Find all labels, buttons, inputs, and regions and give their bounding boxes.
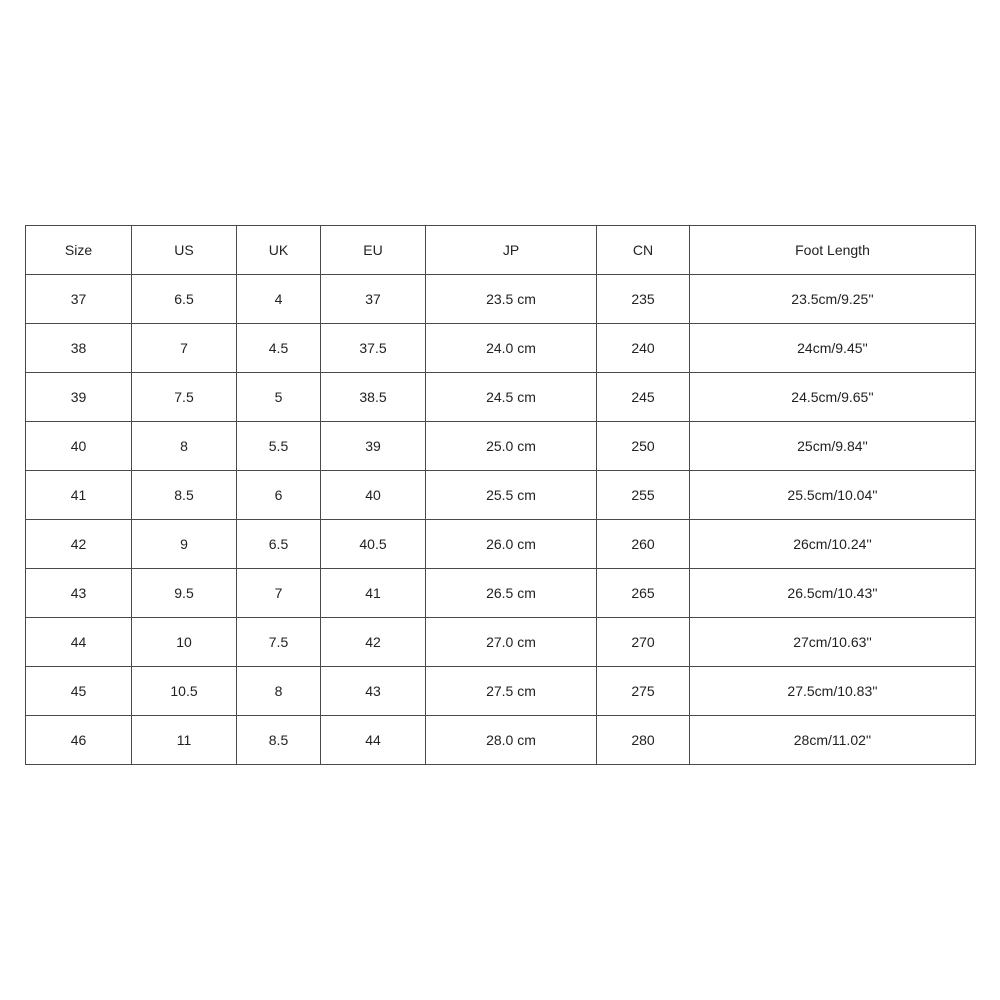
cell-jp: 25.5 cm bbox=[426, 471, 597, 520]
table-row bbox=[26, 569, 976, 618]
cell-eu: 40.5 bbox=[321, 520, 426, 569]
cell-us: 9.5 bbox=[132, 569, 237, 618]
cell-size: 45 bbox=[26, 667, 132, 716]
cell-eu: 39 bbox=[321, 422, 426, 471]
cell-size: 38 bbox=[26, 324, 132, 373]
cell-uk: 7 bbox=[237, 569, 321, 618]
cell-foot-length: 27.5cm/10.83'' bbox=[690, 667, 976, 716]
column-header-cn: CN bbox=[597, 226, 690, 275]
cell-uk: 8 bbox=[237, 667, 321, 716]
cell-eu: 37.5 bbox=[321, 324, 426, 373]
cell-foot-length: 24.5cm/9.65'' bbox=[690, 373, 976, 422]
size-chart-table bbox=[25, 225, 976, 765]
cell-jp: 24.0 cm bbox=[426, 324, 597, 373]
cell-size: 37 bbox=[26, 275, 132, 324]
cell-uk: 5.5 bbox=[237, 422, 321, 471]
cell-eu: 40 bbox=[321, 471, 426, 520]
cell-cn: 260 bbox=[597, 520, 690, 569]
cell-us: 6.5 bbox=[132, 275, 237, 324]
cell-uk: 4 bbox=[237, 275, 321, 324]
cell-foot-length: 26.5cm/10.43'' bbox=[690, 569, 976, 618]
cell-cn: 265 bbox=[597, 569, 690, 618]
cell-jp: 24.5 cm bbox=[426, 373, 597, 422]
cell-size: 40 bbox=[26, 422, 132, 471]
cell-us: 10 bbox=[132, 618, 237, 667]
cell-uk: 6.5 bbox=[237, 520, 321, 569]
cell-foot-length: 25.5cm/10.04'' bbox=[690, 471, 976, 520]
column-header-eu: EU bbox=[321, 226, 426, 275]
cell-eu: 44 bbox=[321, 716, 426, 765]
table-row bbox=[26, 324, 976, 373]
cell-cn: 240 bbox=[597, 324, 690, 373]
cell-eu: 41 bbox=[321, 569, 426, 618]
column-header-uk: UK bbox=[237, 226, 321, 275]
table-row bbox=[26, 667, 976, 716]
cell-foot-length: 28cm/11.02'' bbox=[690, 716, 976, 765]
cell-jp: 26.0 cm bbox=[426, 520, 597, 569]
cell-foot-length: 23.5cm/9.25'' bbox=[690, 275, 976, 324]
cell-foot-length: 24cm/9.45'' bbox=[690, 324, 976, 373]
table-row bbox=[26, 716, 976, 765]
cell-uk: 6 bbox=[237, 471, 321, 520]
cell-cn: 280 bbox=[597, 716, 690, 765]
table-row bbox=[26, 275, 976, 324]
table-row bbox=[26, 373, 976, 422]
column-header-size: Size bbox=[26, 226, 132, 275]
cell-cn: 245 bbox=[597, 373, 690, 422]
cell-size: 46 bbox=[26, 716, 132, 765]
table-row bbox=[26, 520, 976, 569]
cell-jp: 25.0 cm bbox=[426, 422, 597, 471]
table-row bbox=[26, 471, 976, 520]
cell-cn: 235 bbox=[597, 275, 690, 324]
cell-cn: 250 bbox=[597, 422, 690, 471]
cell-jp: 28.0 cm bbox=[426, 716, 597, 765]
cell-uk: 5 bbox=[237, 373, 321, 422]
cell-jp: 27.5 cm bbox=[426, 667, 597, 716]
cell-us: 11 bbox=[132, 716, 237, 765]
cell-size: 41 bbox=[26, 471, 132, 520]
cell-size: 39 bbox=[26, 373, 132, 422]
header-row bbox=[26, 226, 976, 275]
table-row bbox=[26, 618, 976, 667]
column-header-foot-length: Foot Length bbox=[690, 226, 976, 275]
cell-us: 9 bbox=[132, 520, 237, 569]
cell-uk: 4.5 bbox=[237, 324, 321, 373]
cell-size: 44 bbox=[26, 618, 132, 667]
cell-eu: 38.5 bbox=[321, 373, 426, 422]
cell-foot-length: 26cm/10.24'' bbox=[690, 520, 976, 569]
cell-foot-length: 25cm/9.84'' bbox=[690, 422, 976, 471]
column-header-jp: JP bbox=[426, 226, 597, 275]
cell-eu: 42 bbox=[321, 618, 426, 667]
cell-jp: 26.5 cm bbox=[426, 569, 597, 618]
cell-jp: 27.0 cm bbox=[426, 618, 597, 667]
cell-us: 8.5 bbox=[132, 471, 237, 520]
cell-jp: 23.5 cm bbox=[426, 275, 597, 324]
cell-us: 7.5 bbox=[132, 373, 237, 422]
cell-cn: 275 bbox=[597, 667, 690, 716]
cell-size: 42 bbox=[26, 520, 132, 569]
column-header-us: US bbox=[132, 226, 237, 275]
cell-eu: 43 bbox=[321, 667, 426, 716]
cell-us: 8 bbox=[132, 422, 237, 471]
table-body bbox=[26, 275, 976, 765]
cell-us: 7 bbox=[132, 324, 237, 373]
cell-uk: 7.5 bbox=[237, 618, 321, 667]
table-row bbox=[26, 422, 976, 471]
cell-us: 10.5 bbox=[132, 667, 237, 716]
cell-foot-length: 27cm/10.63'' bbox=[690, 618, 976, 667]
cell-eu: 37 bbox=[321, 275, 426, 324]
cell-cn: 270 bbox=[597, 618, 690, 667]
cell-size: 43 bbox=[26, 569, 132, 618]
cell-cn: 255 bbox=[597, 471, 690, 520]
cell-uk: 8.5 bbox=[237, 716, 321, 765]
